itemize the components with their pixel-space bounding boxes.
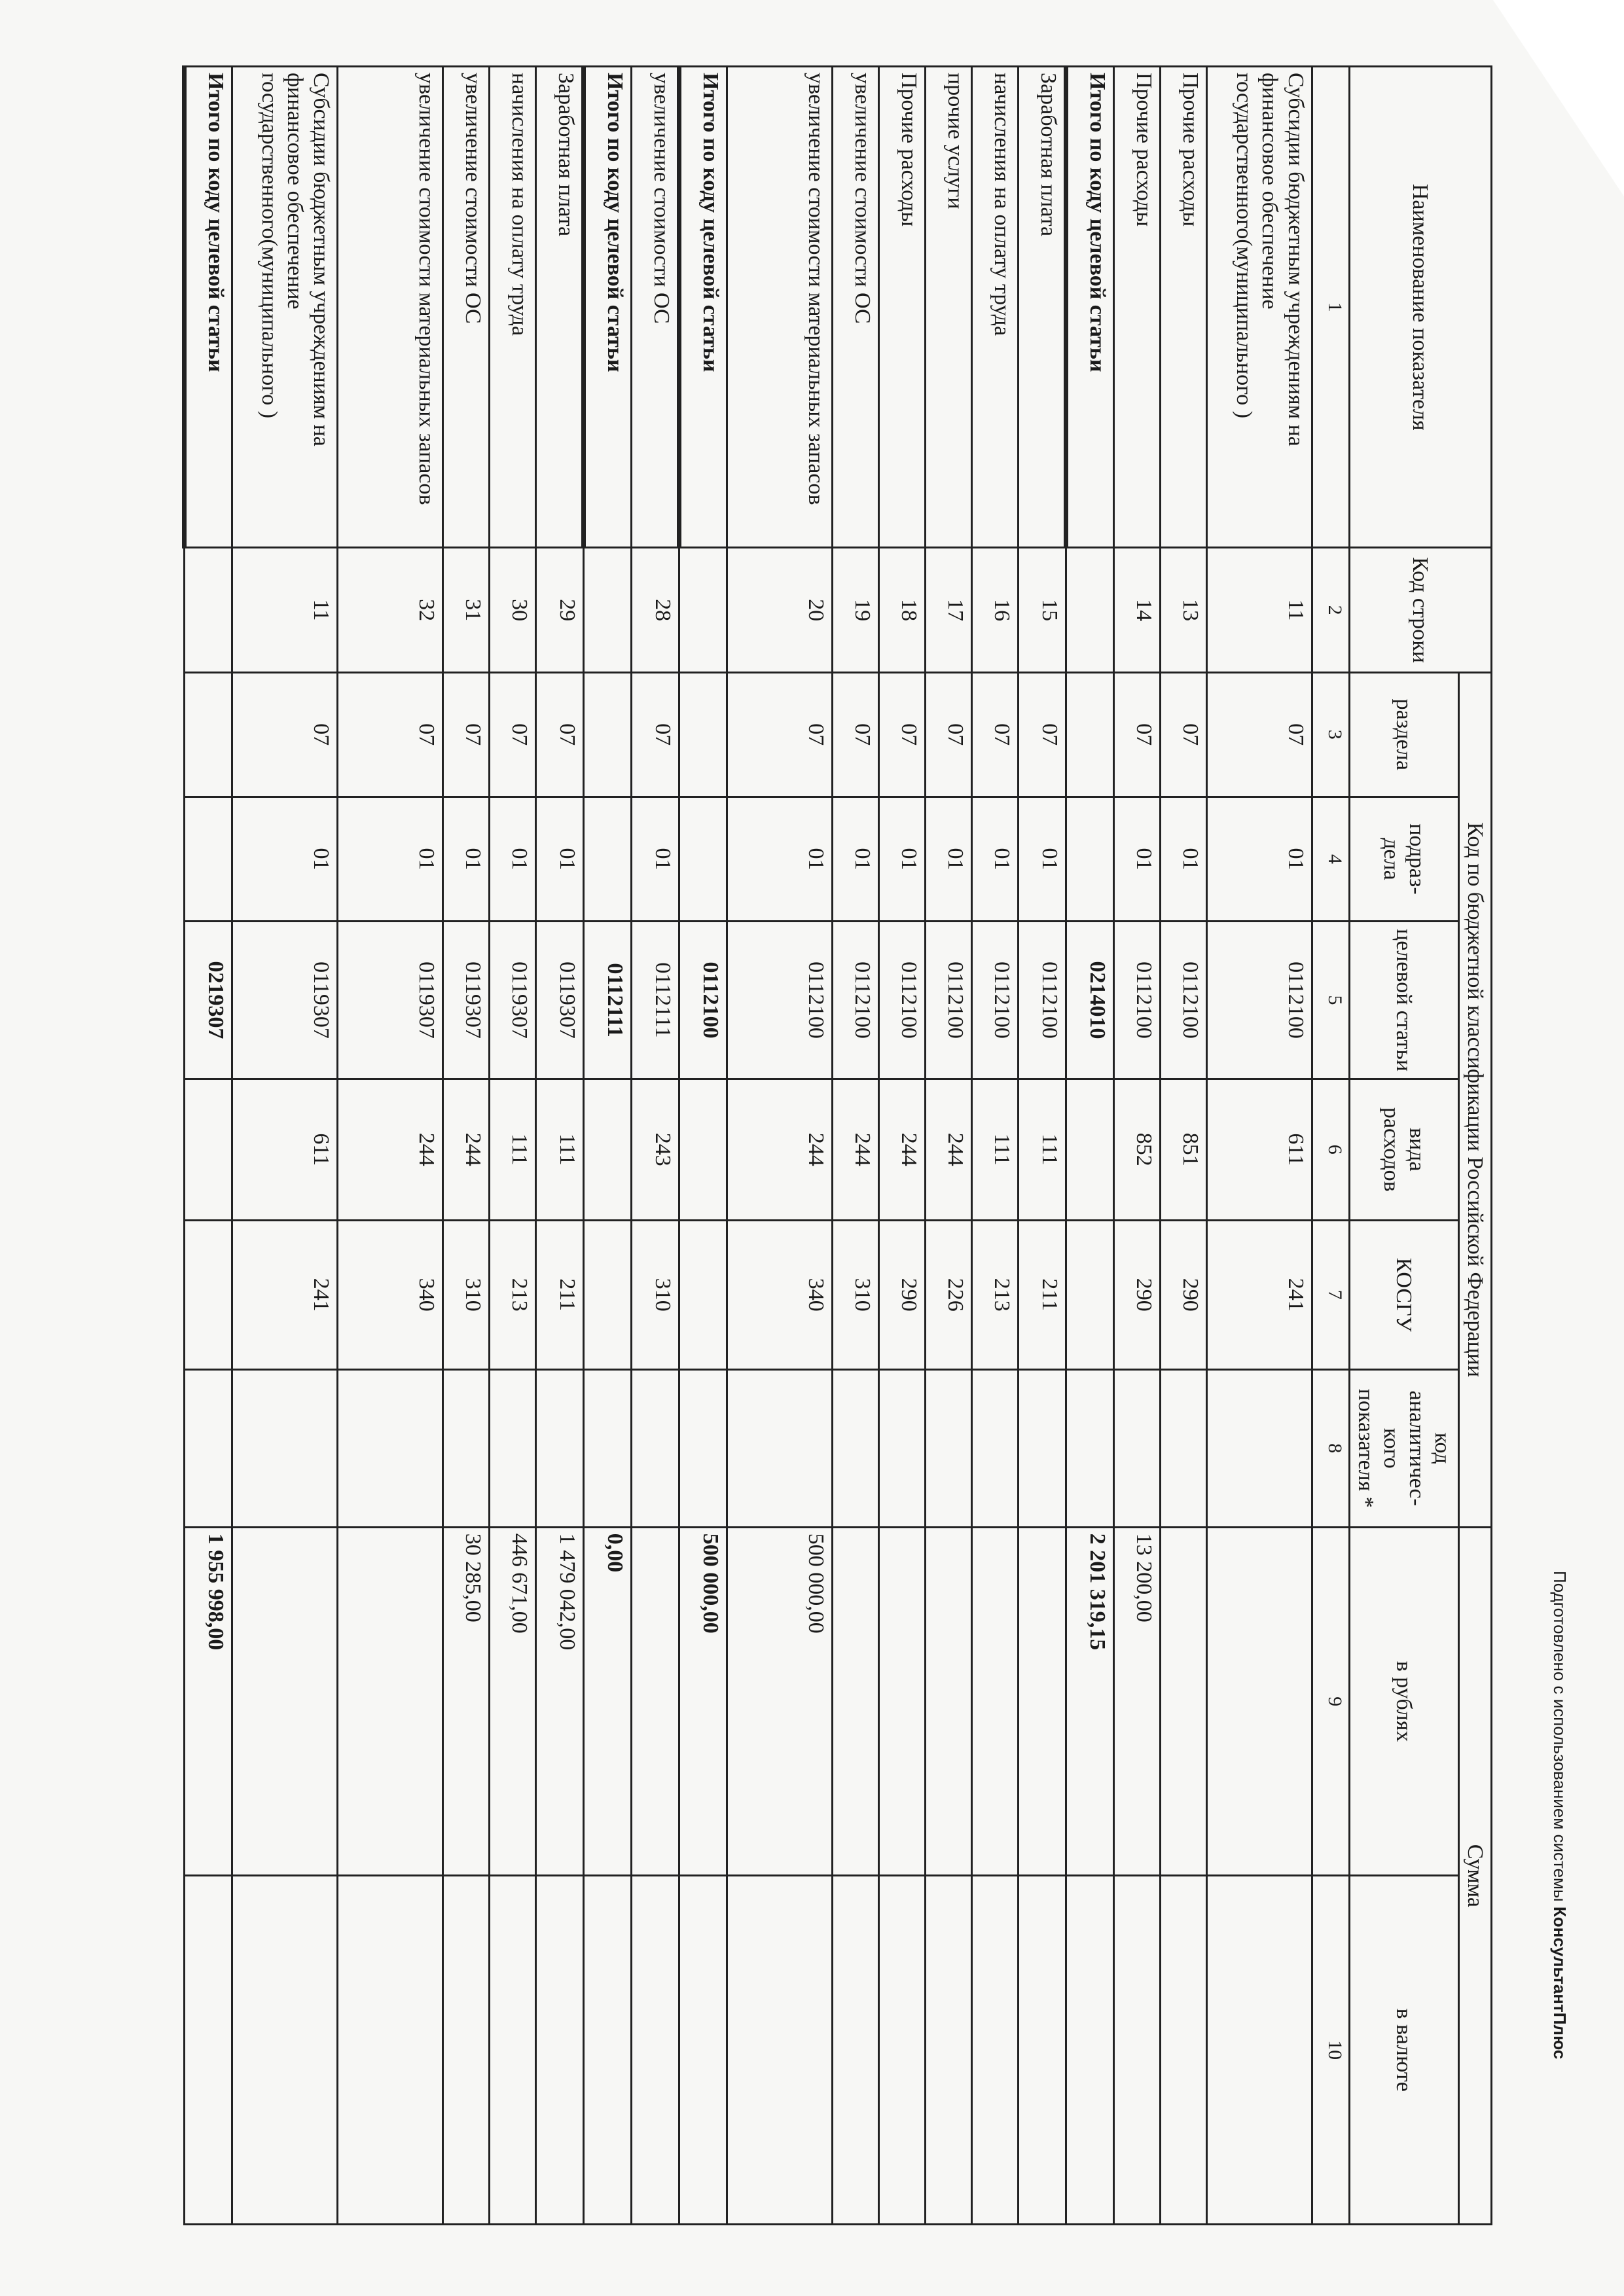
row-expense-type bbox=[184, 1079, 232, 1221]
table-row bbox=[1113, 67, 1160, 2225]
row-name: увеличение стоимости ОС bbox=[631, 67, 679, 548]
row-sum-currency bbox=[535, 1876, 583, 2225]
row-sum-rub: 30 285,00 bbox=[442, 1527, 489, 1876]
table-row bbox=[232, 67, 337, 2225]
row-expense-type: 611 bbox=[1206, 1079, 1312, 1221]
row-kosgu: 290 bbox=[878, 1220, 925, 1369]
header-target: целевой статьи bbox=[1349, 922, 1458, 1079]
row-line-code: 17 bbox=[925, 548, 971, 672]
row-sum-currency bbox=[232, 1876, 337, 2225]
row-analytic bbox=[1066, 1369, 1113, 1527]
row-kosgu: 340 bbox=[727, 1220, 832, 1369]
row-kosgu: 310 bbox=[832, 1220, 878, 1369]
row-sum-rub: 1 479 042,00 bbox=[535, 1527, 583, 1876]
col-number: 1 bbox=[1312, 67, 1349, 548]
row-name: Прочие расходы bbox=[1160, 67, 1206, 548]
row-target: 0112100 bbox=[1018, 922, 1066, 1079]
row-line-code: 31 bbox=[442, 548, 489, 672]
row-analytic bbox=[184, 1369, 232, 1527]
row-subsection: 01 bbox=[232, 797, 337, 921]
row-subsection bbox=[679, 797, 727, 921]
row-subsection: 01 bbox=[337, 797, 442, 921]
row-sum-currency bbox=[679, 1876, 727, 2225]
total-row bbox=[184, 67, 232, 2225]
row-line-code: 15 bbox=[1018, 548, 1066, 672]
row-name: увеличение стоимости ОС bbox=[442, 67, 489, 548]
row-kosgu: 211 bbox=[1018, 1220, 1066, 1369]
total-row bbox=[583, 67, 631, 2225]
row-analytic bbox=[442, 1369, 489, 1527]
row-subsection: 01 bbox=[878, 797, 925, 921]
row-kosgu: 226 bbox=[925, 1220, 971, 1369]
row-line-code bbox=[1066, 548, 1113, 672]
row-sum-rub bbox=[878, 1527, 925, 1876]
row-sum-currency bbox=[583, 1876, 631, 2225]
row-expense-type: 111 bbox=[1018, 1079, 1066, 1221]
row-kosgu: 213 bbox=[971, 1220, 1018, 1369]
row-sum-rub bbox=[232, 1527, 337, 1876]
header-section: раздела bbox=[1349, 672, 1458, 797]
row-sum-rub: 0,00 bbox=[583, 1527, 631, 1876]
row-subsection: 01 bbox=[1160, 797, 1206, 921]
row-target: 0112100 bbox=[1206, 922, 1312, 1079]
row-analytic bbox=[878, 1369, 925, 1527]
row-expense-type: 244 bbox=[925, 1079, 971, 1221]
row-name: начисления на оплату труда bbox=[489, 67, 535, 548]
row-section: 07 bbox=[727, 672, 832, 797]
table-body bbox=[184, 67, 1312, 2225]
row-analytic bbox=[1113, 1369, 1160, 1527]
row-line-code: 19 bbox=[832, 548, 878, 672]
table-row bbox=[832, 67, 878, 2225]
row-sum-rub bbox=[1206, 1527, 1312, 1876]
row-analytic bbox=[679, 1369, 727, 1527]
row-sum-currency bbox=[489, 1876, 535, 2225]
note-prefix: Подготовлено с использованием системы bbox=[1550, 1571, 1570, 1902]
row-expense-type bbox=[583, 1079, 631, 1221]
row-analytic bbox=[583, 1369, 631, 1527]
row-name: Итого по коду целевой статьи bbox=[679, 67, 727, 548]
row-sum-rub bbox=[971, 1527, 1018, 1876]
header-name: Наименование показателя bbox=[1349, 67, 1491, 548]
row-section bbox=[679, 672, 727, 797]
row-subsection bbox=[583, 797, 631, 921]
col-number: 3 bbox=[1312, 672, 1349, 797]
row-expense-type: 611 bbox=[232, 1079, 337, 1221]
row-expense-type: 244 bbox=[832, 1079, 878, 1221]
row-subsection: 01 bbox=[535, 797, 583, 921]
row-line-code: 11 bbox=[232, 548, 337, 672]
row-sum-currency bbox=[442, 1876, 489, 2225]
table-row bbox=[1206, 67, 1312, 2225]
row-sum-rub bbox=[337, 1527, 442, 1876]
row-name: Заработная плата bbox=[535, 67, 583, 548]
row-expense-type: 111 bbox=[489, 1079, 535, 1221]
row-subsection: 01 bbox=[1018, 797, 1066, 921]
header-kosgu: КОСГУ bbox=[1349, 1220, 1458, 1369]
budget-table bbox=[182, 65, 1492, 2225]
row-kosgu: 290 bbox=[1113, 1220, 1160, 1369]
row-sum-currency bbox=[1018, 1876, 1066, 2225]
col-number: 9 bbox=[1312, 1527, 1349, 1876]
header-subsection: подраз-дела bbox=[1349, 797, 1458, 921]
row-section: 07 bbox=[1160, 672, 1206, 797]
row-expense-type: 243 bbox=[631, 1079, 679, 1221]
row-target: 0112100 bbox=[878, 922, 925, 1079]
row-analytic bbox=[232, 1369, 337, 1527]
row-name: увеличение стоимости ОС bbox=[832, 67, 878, 548]
row-analytic bbox=[971, 1369, 1018, 1527]
row-target: 0119307 bbox=[535, 922, 583, 1079]
row-line-code: 28 bbox=[631, 548, 679, 672]
row-analytic bbox=[1206, 1369, 1312, 1527]
row-target: 0119307 bbox=[232, 922, 337, 1079]
col-number: 6 bbox=[1312, 1079, 1349, 1221]
row-analytic bbox=[489, 1369, 535, 1527]
row-target: 0119307 bbox=[337, 922, 442, 1079]
col-number: 7 bbox=[1312, 1220, 1349, 1369]
total-row bbox=[679, 67, 727, 2225]
row-expense-type: 851 bbox=[1160, 1079, 1206, 1221]
row-name: увеличение стоимости материальных запасов bbox=[337, 67, 442, 548]
row-name: Итого по коду целевой статьи bbox=[583, 67, 631, 548]
row-kosgu bbox=[583, 1220, 631, 1369]
row-target: 0112100 bbox=[1113, 922, 1160, 1079]
row-sum-rub: 446 671,00 bbox=[489, 1527, 535, 1876]
table-row bbox=[1018, 67, 1066, 2225]
header-budget-class: Код по бюджетной классификации Российской Федерации bbox=[1458, 672, 1491, 1527]
header-sum: Сумма bbox=[1458, 1527, 1491, 2224]
row-analytic bbox=[1160, 1369, 1206, 1527]
header-analytic: код аналитичес-кого показателя * bbox=[1349, 1369, 1458, 1527]
row-analytic bbox=[1018, 1369, 1066, 1527]
row-section: 07 bbox=[925, 672, 971, 797]
row-expense-type: 244 bbox=[878, 1079, 925, 1221]
row-section: 07 bbox=[971, 672, 1018, 797]
row-name: начисления на оплату труда bbox=[971, 67, 1018, 548]
row-sum-currency bbox=[1113, 1876, 1160, 2225]
table-row bbox=[631, 67, 679, 2225]
row-line-code bbox=[184, 548, 232, 672]
row-line-code: 18 bbox=[878, 548, 925, 672]
row-kosgu bbox=[184, 1220, 232, 1369]
row-kosgu: 211 bbox=[535, 1220, 583, 1369]
row-name: Субсидии бюджетным учреждениям на финансовое обеспечение государственного(муниципального ) bbox=[232, 67, 337, 548]
row-sum-currency bbox=[1066, 1876, 1113, 2225]
row-subsection: 01 bbox=[832, 797, 878, 921]
row-target: 0112100 bbox=[727, 922, 832, 1079]
row-section: 07 bbox=[337, 672, 442, 797]
row-line-code bbox=[679, 548, 727, 672]
table-row bbox=[1160, 67, 1206, 2225]
row-sum-currency bbox=[1206, 1876, 1312, 2225]
row-subsection: 01 bbox=[631, 797, 679, 921]
row-name: прочие услуги bbox=[925, 67, 971, 548]
row-kosgu: 290 bbox=[1160, 1220, 1206, 1369]
row-kosgu bbox=[679, 1220, 727, 1369]
row-section: 07 bbox=[232, 672, 337, 797]
row-subsection: 01 bbox=[925, 797, 971, 921]
row-name: Прочие расходы bbox=[878, 67, 925, 548]
row-sum-rub bbox=[925, 1527, 971, 1876]
table-row bbox=[489, 67, 535, 2225]
row-expense-type: 244 bbox=[337, 1079, 442, 1221]
row-section bbox=[583, 672, 631, 797]
row-line-code bbox=[583, 548, 631, 672]
row-target: 0119307 bbox=[489, 922, 535, 1079]
row-section: 07 bbox=[878, 672, 925, 797]
row-analytic bbox=[925, 1369, 971, 1527]
header-rub: в рублях bbox=[1349, 1527, 1458, 1876]
row-target: 0119307 bbox=[442, 922, 489, 1079]
row-sum-currency bbox=[925, 1876, 971, 2225]
row-sum-currency bbox=[337, 1876, 442, 2225]
col-number: 10 bbox=[1312, 1876, 1349, 2225]
table-row bbox=[535, 67, 583, 2225]
row-line-code: 32 bbox=[337, 548, 442, 672]
row-section: 07 bbox=[535, 672, 583, 797]
row-section bbox=[184, 672, 232, 797]
row-kosgu: 241 bbox=[232, 1220, 337, 1369]
row-section: 07 bbox=[1113, 672, 1160, 797]
row-target: 0112100 bbox=[832, 922, 878, 1079]
row-sum-currency bbox=[727, 1876, 832, 2225]
row-expense-type bbox=[1066, 1079, 1113, 1221]
row-kosgu: 241 bbox=[1206, 1220, 1312, 1369]
row-subsection: 01 bbox=[1206, 797, 1312, 921]
col-number: 5 bbox=[1312, 922, 1349, 1079]
row-sum-currency bbox=[184, 1876, 232, 2225]
row-target: 0219307 bbox=[184, 922, 232, 1079]
footer-note bbox=[1549, 1571, 1570, 2059]
row-name: Итого по коду целевой статьи bbox=[184, 67, 232, 548]
row-sum-rub: 500 000,00 bbox=[727, 1527, 832, 1876]
row-sum-rub: 500 000,00 bbox=[679, 1527, 727, 1876]
row-section: 07 bbox=[489, 672, 535, 797]
row-kosgu: 340 bbox=[337, 1220, 442, 1369]
header-line-code: Код строки bbox=[1349, 548, 1491, 672]
row-subsection: 01 bbox=[1113, 797, 1160, 921]
col-number: 4 bbox=[1312, 797, 1349, 921]
row-kosgu: 310 bbox=[631, 1220, 679, 1369]
row-line-code: 29 bbox=[535, 548, 583, 672]
row-sum-rub: 1 955 998,00 bbox=[184, 1527, 232, 1876]
row-expense-type: 244 bbox=[442, 1079, 489, 1221]
row-subsection: 01 bbox=[727, 797, 832, 921]
table-row bbox=[442, 67, 489, 2225]
row-sum-rub bbox=[631, 1527, 679, 1876]
row-expense-type: 111 bbox=[535, 1079, 583, 1221]
table-row bbox=[727, 67, 832, 2225]
row-name: Субсидии бюджетным учреждениям на финансовое обеспечение государственного(муниципального ) bbox=[1206, 67, 1312, 548]
row-subsection: 01 bbox=[971, 797, 1018, 921]
row-section: 07 bbox=[1206, 672, 1312, 797]
column-numbers-row bbox=[1312, 67, 1349, 2225]
table-row bbox=[878, 67, 925, 2225]
row-name: Прочие расходы bbox=[1113, 67, 1160, 548]
header-expense-type: вида расходов bbox=[1349, 1079, 1458, 1221]
row-name: увеличение стоимости материальных запасов bbox=[727, 67, 832, 548]
row-line-code: 14 bbox=[1113, 548, 1160, 672]
rotated-page bbox=[0, 26, 1584, 2291]
row-target: 0112100 bbox=[679, 922, 727, 1079]
row-sum-currency bbox=[1160, 1876, 1206, 2225]
row-sum-rub bbox=[1018, 1527, 1066, 1876]
row-analytic bbox=[832, 1369, 878, 1527]
row-subsection bbox=[184, 797, 232, 921]
row-expense-type bbox=[679, 1079, 727, 1221]
row-target: 0112100 bbox=[925, 922, 971, 1079]
row-sum-currency bbox=[631, 1876, 679, 2225]
row-target: 0112111 bbox=[583, 922, 631, 1079]
row-analytic bbox=[631, 1369, 679, 1527]
row-analytic bbox=[535, 1369, 583, 1527]
row-sum-currency bbox=[971, 1876, 1018, 2225]
row-expense-type: 244 bbox=[727, 1079, 832, 1221]
row-section bbox=[1066, 672, 1113, 797]
row-sum-currency bbox=[878, 1876, 925, 2225]
row-kosgu: 213 bbox=[489, 1220, 535, 1369]
row-sum-rub: 2 201 319,15 bbox=[1066, 1527, 1113, 1876]
note-brand: КонсультантПлюс bbox=[1550, 1906, 1570, 2060]
table-row bbox=[925, 67, 971, 2225]
row-analytic bbox=[337, 1369, 442, 1527]
header-currency: в валюте bbox=[1349, 1876, 1458, 2225]
row-sum-currency bbox=[832, 1876, 878, 2225]
row-sum-rub bbox=[1160, 1527, 1206, 1876]
row-target: 0112100 bbox=[1160, 922, 1206, 1079]
row-line-code: 13 bbox=[1160, 548, 1206, 672]
table-row bbox=[971, 67, 1018, 2225]
row-line-code: 30 bbox=[489, 548, 535, 672]
col-number: 8 bbox=[1312, 1369, 1349, 1527]
row-expense-type: 852 bbox=[1113, 1079, 1160, 1221]
table-row bbox=[337, 67, 442, 2225]
total-row bbox=[1066, 67, 1113, 2225]
row-sum-rub bbox=[832, 1527, 878, 1876]
row-sum-rub: 13 200,00 bbox=[1113, 1527, 1160, 1876]
row-kosgu bbox=[1066, 1220, 1113, 1369]
row-target: 0112100 bbox=[971, 922, 1018, 1079]
row-section: 07 bbox=[442, 672, 489, 797]
row-target: 0214010 bbox=[1066, 922, 1113, 1079]
row-section: 07 bbox=[1018, 672, 1066, 797]
row-line-code: 11 bbox=[1206, 548, 1312, 672]
row-name: Заработная плата bbox=[1018, 67, 1066, 548]
row-expense-type: 111 bbox=[971, 1079, 1018, 1221]
row-line-code: 20 bbox=[727, 548, 832, 672]
row-subsection: 01 bbox=[442, 797, 489, 921]
row-section: 07 bbox=[832, 672, 878, 797]
row-kosgu: 310 bbox=[442, 1220, 489, 1369]
row-subsection: 01 bbox=[489, 797, 535, 921]
row-name: Итого по коду целевой статьи bbox=[1066, 67, 1113, 548]
row-analytic bbox=[727, 1369, 832, 1527]
row-section: 07 bbox=[631, 672, 679, 797]
col-number: 2 bbox=[1312, 548, 1349, 672]
row-subsection bbox=[1066, 797, 1113, 921]
row-line-code: 16 bbox=[971, 548, 1018, 672]
row-target: 0112111 bbox=[631, 922, 679, 1079]
